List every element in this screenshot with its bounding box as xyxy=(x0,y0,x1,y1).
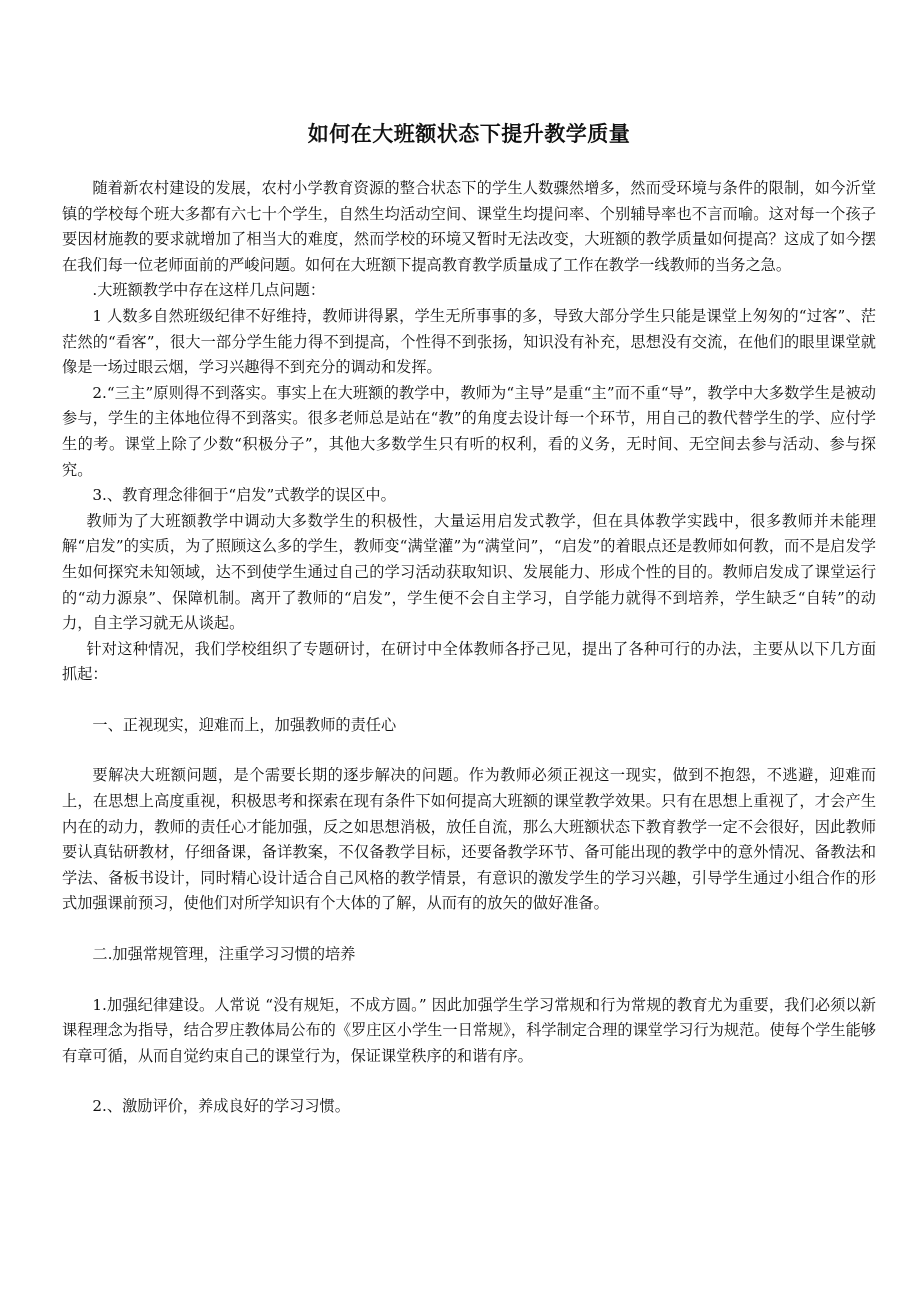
measures-lead: 针对这种情况，我们学校组织了专题研讨，在研讨中全体教师各抒己见，提出了各种可行的办法，主要从以下几方面抓起： xyxy=(62,639,876,684)
intro-paragraph: 随着新农村建设的发展，农村小学教育资源的整合状态下的学生人数骤然增多，然而受环境与条件的限制，如今沂堂镇的学校每个班大多都有六七十个学生，自然生均活动空间、课堂生均提问率、个别辅导率也不言而喻。这对每一个孩子要因材施教的要求就增加了相当大的难度，然而学校的环境又暂时无法改变，大班额的教学质量如何提高？这成了如今摆在我们每一位老师面前的严峻问题。如何在大班额下提高教育教学质量成了工作在教学一线教师的当务之急。 xyxy=(62,179,876,274)
section-1-body: 要解决大班额问题，是个需要长期的逐步解决的问题。作为教师必须正视这一现实，做到不抱怨，不逃避，迎难而上，在思想上高度重视，积极思考和探索在现有条件下如何提高大班额的课堂教学效果。只有在思想上重视了，才会产生内在的动力，教师的责任心才能加强，反之如思想消极，放任自流，那么大班额状态下教育教学一定不会很好，因此教师要认真钻研教材，仔细备课，备详教案，不仅备教学目标，还要备教学环节、备可能出现的教学中的意外情况、备教法和学法、备板书设计，同时精心设计适合自己风格的教学情景，有意识的激发学生的学习兴趣，引导学生通过小组合作的形式加强课前预习，使他们对所学知识有个大体的了解，从而有的放矢的做好准备。 xyxy=(62,766,876,913)
problems-lead: .大班额教学中存在这样几点问题： xyxy=(92,281,326,300)
section-1-heading: 一、正视现实，迎难而上，加强教师的责任心 xyxy=(92,715,397,734)
section-2-item-2: 2.、激励评价，养成良好的学习习惯。 xyxy=(92,1097,350,1116)
problem-3-body: 教师为了大班额教学中调动大多数学生的积极性，大量运用启发式教学，但在具体教学实践中，很多教师并未能理解“启发”的实质，为了照顾这么多的学生，教师变“满堂灌”为“满堂问”，“启发”的着眼点还是教师如何教，而不是启发学生如何探究未知领域，达不到使学生通过自己的学习活动获取知识、发展能力、形成个性的目的。教师启发成了课堂运行的“动力源泉”、保障机制。离开了教师的“启发”，学生便不会自主学习，自学能力就得不到培养，学生缺乏“自转”的动力，自主学习就无从谈起。 xyxy=(62,511,876,633)
document-title: 如何在大班额状态下提升教学质量 xyxy=(307,121,631,146)
problem-3-heading: 3.、教育理念徘徊于“启发”式教学的误区中。 xyxy=(92,486,396,505)
section-2-item-1: 1.加强纪律建设。人常说 “没有规矩，不成方圆。” 因此加强学生学习常规和行为常规的教育尤为重要，我们必须以新课程理念为指导，结合罗庄教体局公布的《罗庄区小学生一日常规》，科学制定合理的课堂学习行为规范。使每个学生能够有章可循，从而自觉约束自己的课堂行为，保证课堂秩序的和谐有序。 xyxy=(62,995,876,1065)
problem-1-paragraph: 1 人数多自然班级纪律不好维持，教师讲得累，学生无所事事的多，导致大部分学生只能是课堂上匆匆的“过客”、茫茫然的“看客”，很大一部分学生能力得不到提高，个性得不到张扬，知识没有补充，思想没有交流，在他们的眼里课堂就像是一场过眼云烟，学习兴趣得不到充分的调动和发挥。 xyxy=(62,306,876,377)
problem-2-paragraph: 2.“三主”原则得不到落实。事实上在大班额的教学中，教师为“主导”是重“主”而不重“导”，教学中大多数学生是被动参与，学生的主体地位得不到落实。很多老师总是站在“教”的角度去设计每一个环节，用自己的教代替学生的学、应付学生的考。课堂上除了少数“积极分子”，其他大多数学生只有听的权利，看的义务，无时间、无空间去参与活动、参与探究。 xyxy=(62,383,876,479)
section-2-heading: 二.加强常规管理，注重学习习惯的培养 xyxy=(92,945,356,964)
